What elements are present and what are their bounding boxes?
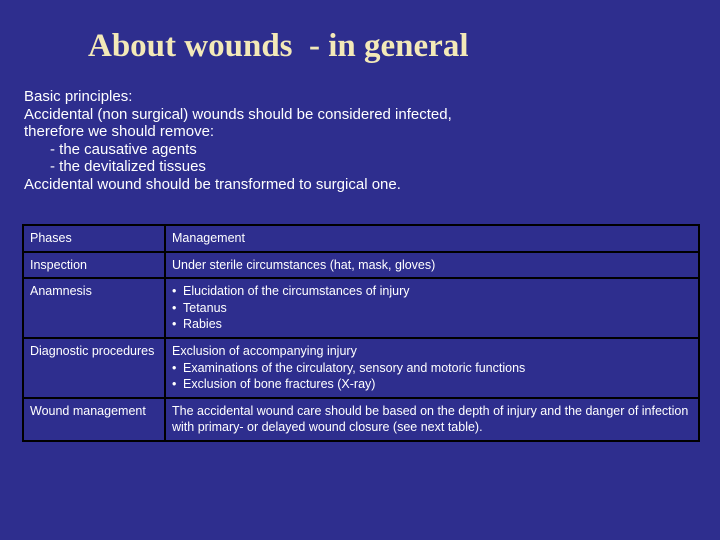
- phase-cell: Inspection: [23, 252, 165, 279]
- phase-cell: Wound management: [23, 398, 165, 441]
- intro-line: therefore we should remove:: [24, 123, 215, 141]
- bullet-text: Elucidation of the circumstances of injury: [183, 284, 410, 298]
- phase-cell: Anamnesis: [23, 278, 165, 338]
- bullet-icon: •: [172, 317, 177, 331]
- lead-text: Exclusion of accompanying injury: [172, 344, 357, 358]
- bullet-icon: •: [172, 300, 177, 315]
- bullet-text: Tetanus: [183, 300, 227, 315]
- intro-line: Basic principles:: [24, 88, 133, 105]
- intro-line: Accidental (non surgical) wounds should be considered infected,: [24, 105, 452, 123]
- bullet-text: Rabies: [183, 317, 222, 331]
- management-cell: [165, 278, 699, 338]
- bullet-item: [172, 283, 692, 300]
- slide-title: About wounds - in general: [88, 28, 469, 64]
- bullet-item: [172, 376, 692, 393]
- header-cell-phases: Phases: [23, 225, 165, 252]
- phase-cell: Diagnostic procedures: [23, 338, 165, 398]
- bullet-item: [172, 316, 692, 333]
- bullet-icon: •: [172, 360, 177, 375]
- table-row: [23, 338, 699, 398]
- table-header-row: [23, 225, 699, 252]
- bullet-text: Exclusion of bone fractures (X-ray): [183, 377, 376, 391]
- phases-table: [22, 224, 700, 442]
- bullet-item: [172, 300, 692, 317]
- bullet-text: Examinations of the circulatory, sensory and motoric functions: [183, 360, 526, 375]
- intro-line: - the devitalized tissues: [50, 158, 206, 176]
- management-cell: The accidental wound care should be based on the depth of injury and the danger of infection with primary- or delayed wound closure (see next table).: [165, 398, 699, 441]
- bullet-icon: •: [172, 284, 177, 298]
- management-cell: [165, 338, 699, 398]
- table-row: [23, 278, 699, 338]
- table-row: [23, 398, 699, 441]
- header-cell-management: Management: [165, 225, 699, 252]
- bullet-icon: •: [172, 377, 177, 391]
- bullet-item: [172, 360, 692, 377]
- intro-line: Accidental wound should be transformed to surgical one.: [24, 175, 401, 193]
- management-cell: Under sterile circumstances (hat, mask, gloves): [165, 252, 699, 279]
- table-row: [23, 252, 699, 279]
- intro-line: - the causative agents: [50, 140, 197, 158]
- intro-text: [24, 88, 452, 194]
